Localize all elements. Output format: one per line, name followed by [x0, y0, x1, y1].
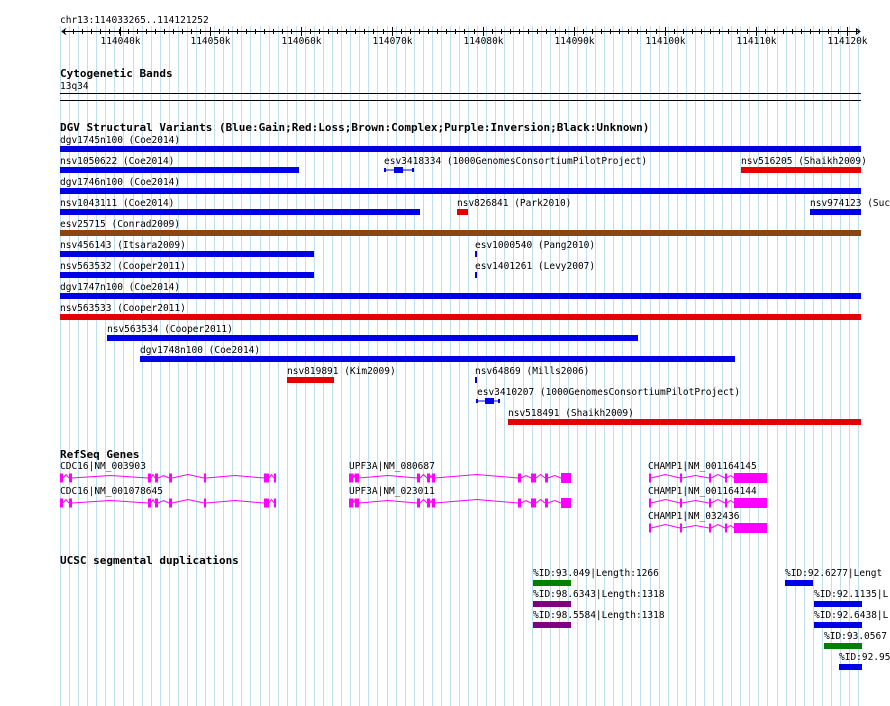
- gene-label[interactable]: CHAMP1|NM_032436: [648, 511, 740, 522]
- gene-exon: [709, 524, 711, 533]
- dgv-feature[interactable]: [60, 314, 861, 320]
- dgv-feature[interactable]: [60, 146, 861, 152]
- ruler-tick-label: 114120k: [827, 36, 868, 47]
- gene-label[interactable]: CHAMP1|NM_001164144: [648, 486, 757, 497]
- dgv-label[interactable]: nsv819891 (Kim2009): [287, 366, 396, 377]
- segdup-feature[interactable]: [824, 643, 862, 649]
- gene-exon: [734, 473, 767, 483]
- dgv-label[interactable]: nsv456143 (Itsara2009): [60, 240, 186, 251]
- dgv-feature[interactable]: [457, 209, 468, 215]
- track-title-cytoband[interactable]: Cytogenetic Bands: [60, 67, 173, 80]
- dgv-label[interactable]: nsv563533 (Cooper2011): [60, 303, 186, 314]
- gene-intron: [711, 500, 725, 504]
- ruler-tick-label: 114050k: [190, 36, 231, 47]
- ruler-tick-label: 114110k: [736, 36, 777, 47]
- segdup-label[interactable]: %ID:92.1135|L: [814, 589, 889, 600]
- region-label: chr13:114033265..114121252: [60, 15, 209, 26]
- gene-intron: [711, 525, 725, 529]
- gene-exon: [680, 499, 682, 508]
- dgv-feature[interactable]: [810, 209, 861, 215]
- dgv-feature[interactable]: [60, 272, 314, 278]
- dgv-label[interactable]: nsv518491 (Shaikh2009): [508, 408, 634, 419]
- gene-exon: [649, 499, 651, 508]
- dgv-label[interactable]: esv3410207 (1000GenomesConsortiumPilotProject): [477, 387, 741, 398]
- dgv-label[interactable]: nsv563532 (Cooper2011): [60, 261, 186, 272]
- gene-exon: [734, 523, 767, 533]
- ruler-tick-label: 114060k: [281, 36, 322, 47]
- dgv-label[interactable]: esv3418334 (1000GenomesConsortiumPilotProject): [384, 156, 648, 167]
- gene-model[interactable]: [0, 522, 890, 534]
- dgv-feature[interactable]: [60, 230, 861, 236]
- gene-label[interactable]: UPF3A|NM_023011: [349, 486, 435, 497]
- ruler-tick-label: 114090k: [554, 36, 595, 47]
- dgv-label[interactable]: dgv1746n100 (Coe2014): [60, 177, 181, 188]
- dgv-feature[interactable]: [60, 167, 299, 173]
- gene-label[interactable]: CHAMP1|NM_001164145: [648, 461, 757, 472]
- dgv-label[interactable]: nsv974123 (Suc: [810, 198, 890, 209]
- gene-model[interactable]: [0, 472, 890, 484]
- track-title-dgv[interactable]: DGV Structural Variants (Blue:Gain;Red:Loss;Brown:Complex;Purple:Inversion;Black:Unknown): [60, 121, 650, 134]
- dgv-feature[interactable]: [741, 167, 861, 173]
- dgv-feature[interactable]: [60, 293, 861, 299]
- dgv-label[interactable]: nsv516205 (Shaikh2009): [741, 156, 867, 167]
- dgv-label[interactable]: esv1401261 (Levy2007): [475, 261, 596, 272]
- dgv-feature[interactable]: [508, 419, 861, 425]
- dgv-feature[interactable]: [384, 166, 416, 174]
- dgv-feature[interactable]: [475, 377, 477, 383]
- ruler-tick-label: 114080k: [463, 36, 504, 47]
- gene-exon: [680, 524, 682, 533]
- segdup-feature[interactable]: [814, 601, 862, 607]
- dgv-feature[interactable]: [140, 356, 735, 362]
- dgv-feature[interactable]: [60, 188, 861, 194]
- dgv-label[interactable]: esv1000540 (Pang2010): [475, 240, 596, 251]
- ruler-tick-label: 114070k: [372, 36, 413, 47]
- gene-exon: [725, 474, 727, 483]
- dgv-label[interactable]: dgv1748n100 (Coe2014): [140, 345, 261, 356]
- dgv-feature[interactable]: [60, 209, 420, 215]
- segdup-feature[interactable]: [533, 601, 571, 607]
- segdup-feature[interactable]: [839, 664, 862, 670]
- gene-exon: [649, 524, 651, 533]
- dgv-label[interactable]: dgv1745n100 (Coe2014): [60, 135, 181, 146]
- gene-exon: [725, 499, 727, 508]
- gene-exon: [734, 498, 767, 508]
- dgv-feature[interactable]: [476, 397, 502, 405]
- segdup-label[interactable]: %ID:92.6438|L: [814, 610, 889, 621]
- dgv-feature[interactable]: [287, 377, 334, 383]
- gene-intron: [651, 500, 680, 504]
- dgv-feature[interactable]: [475, 272, 477, 278]
- gene-intron: [711, 475, 725, 479]
- gene-model[interactable]: [0, 497, 890, 509]
- gene-intron: [682, 501, 709, 504]
- dgv-feature[interactable]: [60, 251, 314, 257]
- gene-intron: [651, 475, 680, 479]
- dgv-label[interactable]: nsv1050622 (Coe2014): [60, 156, 175, 167]
- ruler-tick-label: 114100k: [645, 36, 686, 47]
- segdup-label[interactable]: %ID:98.5584|Length:1318: [533, 610, 665, 621]
- gene-label[interactable]: CDC16|NM_001078645: [60, 486, 163, 497]
- ruler: [0, 24, 890, 48]
- gene-exon: [709, 474, 711, 483]
- track-title-refseq[interactable]: RefSeq Genes: [60, 448, 140, 461]
- segdup-label[interactable]: %ID:93.0567: [824, 631, 887, 642]
- cytoband-line-bottom: [60, 100, 861, 101]
- gene-intron: [727, 501, 734, 504]
- dgv-label[interactable]: dgv1747n100 (Coe2014): [60, 282, 181, 293]
- segdup-label[interactable]: %ID:92.6277|Lengt: [785, 568, 883, 579]
- dgv-feature[interactable]: [475, 251, 477, 257]
- segdup-feature[interactable]: [533, 580, 571, 586]
- dgv-label[interactable]: nsv64869 (Mills2006): [475, 366, 590, 377]
- gene-label[interactable]: UPF3A|NM_080687: [349, 461, 435, 472]
- gene-exon: [649, 474, 651, 483]
- gene-intron: [727, 476, 734, 479]
- segdup-feature[interactable]: [785, 580, 813, 586]
- cytoband-line-top: [60, 93, 861, 94]
- gene-intron: [682, 526, 709, 529]
- cytoband-label: 13q34: [60, 81, 89, 92]
- gene-label[interactable]: CDC16|NM_003903: [60, 461, 146, 472]
- segdup-feature[interactable]: [814, 622, 862, 628]
- gene-exon: [725, 524, 727, 533]
- dgv-label[interactable]: esv25715 (Conrad2009): [60, 219, 181, 230]
- gene-exon: [709, 499, 711, 508]
- segdup-label[interactable]: %ID:92.95: [839, 652, 890, 663]
- gene-intron: [682, 476, 709, 479]
- segdup-label[interactable]: %ID:98.6343|Length:1318: [533, 589, 665, 600]
- dgv-label[interactable]: nsv563534 (Cooper2011): [107, 324, 233, 335]
- dgv-label[interactable]: nsv826841 (Park2010): [457, 198, 572, 209]
- segdup-feature[interactable]: [533, 622, 571, 628]
- track-title-segdup[interactable]: UCSC segmental duplications: [60, 554, 239, 567]
- segdup-label[interactable]: %ID:93.049|Length:1266: [533, 568, 659, 579]
- gene-intron: [727, 526, 734, 529]
- ruler-tick-label: 114040k: [100, 36, 141, 47]
- dgv-label[interactable]: nsv1043111 (Coe2014): [60, 198, 175, 209]
- gene-exon: [680, 474, 682, 483]
- gene-intron: [651, 525, 680, 529]
- dgv-feature[interactable]: [107, 335, 638, 341]
